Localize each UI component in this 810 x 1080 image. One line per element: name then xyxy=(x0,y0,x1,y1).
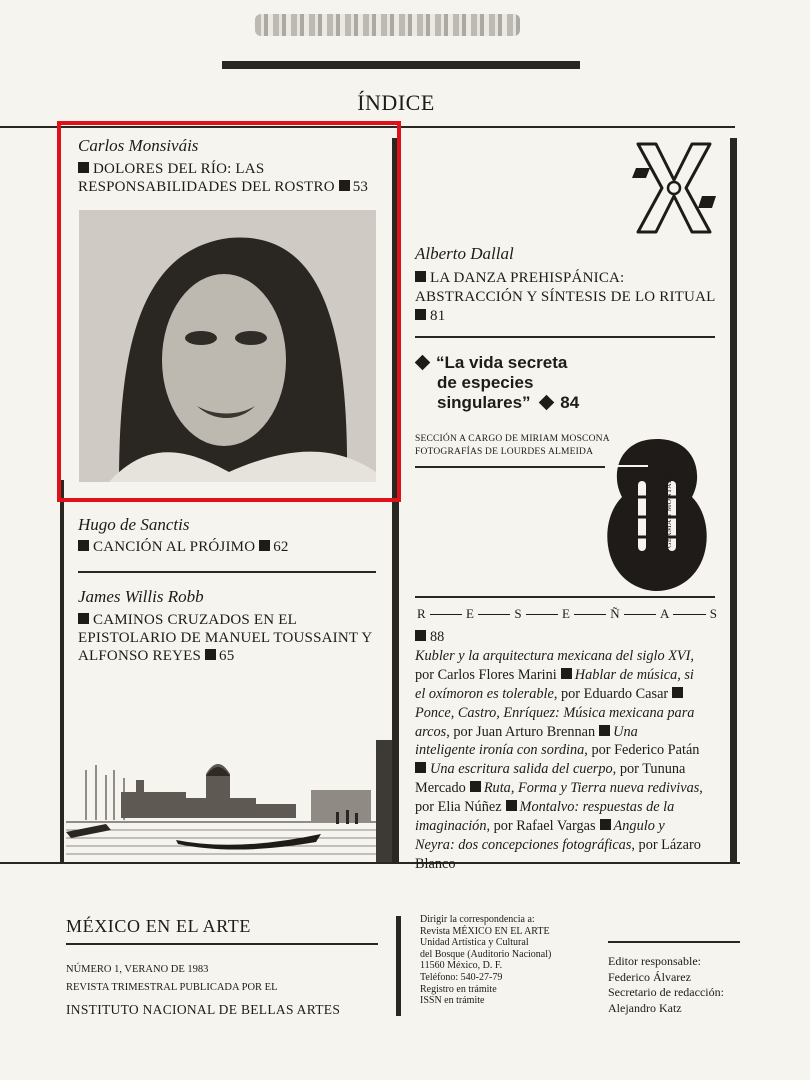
author-monsivais: Carlos Monsiváis xyxy=(78,136,199,155)
bullet-square xyxy=(339,180,350,191)
author-dallal: Alberto Dallal xyxy=(415,244,514,263)
portrait-image xyxy=(79,210,376,482)
bullet-square xyxy=(672,687,683,698)
illustrator-credit: GERMÁN MONTALVO xyxy=(664,467,673,548)
publisher-line: INSTITUTO NACIONAL DE BELLAS ARTES xyxy=(66,1002,341,1017)
x-cross-icon xyxy=(628,138,720,238)
x-cross-illustration xyxy=(628,138,720,238)
bullet-square xyxy=(259,540,270,551)
bullet-square xyxy=(600,819,611,830)
divider xyxy=(415,466,605,468)
right-column-border xyxy=(730,138,737,863)
bullet-square xyxy=(415,309,426,320)
editor-rule xyxy=(608,941,740,943)
footer-divider xyxy=(66,943,378,945)
venice-engraving-image xyxy=(66,740,392,862)
article-robb-title[interactable]: CAMINOS CRUZADOS EN EL EPISTOLARIO DE MANUEL TOUSSAINT Y ALFONSO REYES 65 xyxy=(78,612,373,664)
editor-block: Editor responsable: Federico Álvarez Secretario de redacción: Alejandro Katz xyxy=(608,954,724,1015)
magazine-name: MÉXICO EN EL ARTE xyxy=(66,916,251,936)
article-dallal-title[interactable]: LA DANZA PREHISPÁNICA: ABSTRACCIÓN Y SÍNTESIS DE LO RITUAL 81 xyxy=(415,270,716,324)
bullet-square xyxy=(415,271,426,282)
guitar-icon xyxy=(600,435,715,593)
bullet-square xyxy=(599,725,610,736)
address-block: Dirigir la correspondencia a: Revista MÉXICO EN EL ARTE Unidad Artística y Cultural del Bosque (Auditorio Nacional) 11560 México, D. F. Teléfono: 540-27-79 Registro en trámite ISSN en trámite xyxy=(420,914,552,1007)
author-robb: James Willis Robb xyxy=(78,587,204,606)
divider xyxy=(415,336,715,338)
header-rule xyxy=(222,61,580,69)
page-number: 88 xyxy=(430,629,445,645)
page-number: 53 xyxy=(352,179,369,195)
article-vida-title[interactable]: “La vida secreta de especies singulares” 84 xyxy=(415,353,579,413)
issue-line: NÚMERO 1, VERANO DE 1983 xyxy=(66,964,209,975)
page-title: ÍNDICE xyxy=(357,90,435,115)
article-monsivais-title[interactable]: DOLORES DEL RÍO: LAS RESPONSABILIDADES DEL ROSTRO 53 xyxy=(78,161,369,195)
author-sanctis: Hugo de Sanctis xyxy=(78,515,190,534)
diamond-icon xyxy=(539,395,555,411)
bullet-square xyxy=(78,162,89,173)
description-line: REVISTA TRIMESTRAL PUBLICADA POR EL xyxy=(66,982,278,993)
page-number: 62 xyxy=(273,539,289,555)
page-number: 65 xyxy=(219,648,235,664)
bullet-square xyxy=(415,762,426,773)
divider xyxy=(415,596,715,598)
article-sanctis-title[interactable]: CANCIÓN AL PRÓJIMO 62 xyxy=(78,539,289,556)
bullet-square xyxy=(561,668,572,679)
dolores-del-rio-portrait xyxy=(79,210,376,482)
resenas-header: R E S E Ñ A S xyxy=(417,606,717,621)
left-column-left-edge xyxy=(60,480,64,863)
vida-credits: SECCIÓN A CARGO DE MIRIAM MOSCONA FOTOGRAFÍAS DE LOURDES ALMEIDA xyxy=(415,434,610,457)
venice-engraving xyxy=(66,740,392,862)
bullet-square xyxy=(78,613,89,624)
footer-vertical-bar xyxy=(396,916,401,1016)
diamond-icon xyxy=(415,355,431,371)
divider xyxy=(78,571,376,573)
bullet-square xyxy=(470,781,481,792)
bullet-square xyxy=(78,540,89,551)
guitar-illustration xyxy=(600,435,715,593)
resenas-body: 88 Kubler y la arquitectura mexicana del siglo XVI, por Carlos Flores Marini Hablar de música, si el oxímoron es tolerable, por Eduardo Casar Ponce, Castro, Enríquez: Música mexicana para arcos, por Juan Arturo Brennan Una inteligente ironía con sordina, por Federico Patán Una escritura salida del cuerpo, por Tununa Mercado Ruta, Forma y Tierra nueva redivivas, por Elia Núñez Montalvo: respuestas de la imaginación, por Rafael Vargas Angulo y Neyra: dos concepciones fotográficas, por Lázaro Blanco xyxy=(415,629,703,872)
page-number: 81 xyxy=(430,308,446,324)
bullet-square xyxy=(415,630,426,641)
page-number: 84 xyxy=(560,393,580,412)
header-smudge xyxy=(255,14,520,36)
bullet-square xyxy=(205,649,216,660)
bullet-square xyxy=(506,800,517,811)
